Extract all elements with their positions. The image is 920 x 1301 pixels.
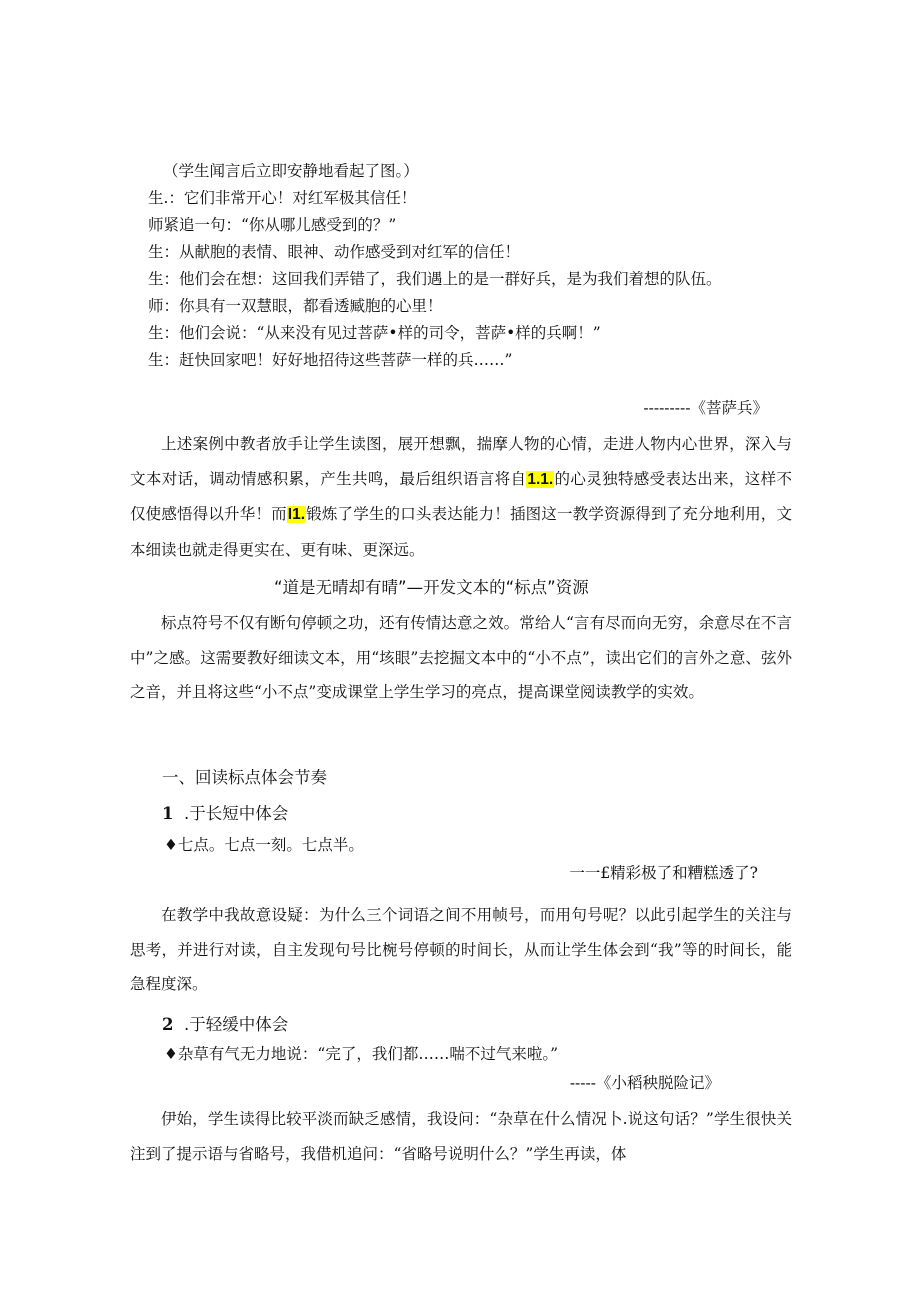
subheading-2-text: .于轻缓中体会 [183,1015,289,1034]
dialogue-line-4: 生：从献胞的表情、眼神、动作感受到对红军的信任！ [148,243,521,261]
section-title: “道是无晴却有晴”—开发文本的“标点”资源 [274,578,589,597]
subheading-1 [162,802,288,826]
subheading-1-number: 1 [162,804,174,823]
dialogue-line-5: 生：他们会在想：这回我们弄错了，我们遇上的是一群好兵，是为我们着想的队伍。 [148,270,722,288]
paragraph-3: 在教学中我故意设疑：为什么三个词语之间不用帧号，而用句号呢？以此引起学生的关注与思考，并进行对读，自主发现句号比椀号停顿的时间长，从而让学生体会到“我”等的时间长，能急程度深。 [130,906,792,993]
source-caption-3: -----《小稻秧脱险记》 [569,1074,720,1092]
analysis-text-3: 锻炼了学生的口头表达能力！插图这一教学资源得到了充分地利用，文本细读也就走得更实在、更有味、更深远。 [130,505,792,559]
highlight-mark-1: 1.1. [527,470,554,488]
quote-2: ♦杂草有气无力地说：“完了，我们都……喘不过气来啦。” [164,1045,558,1063]
subheading-2 [162,1013,288,1037]
analysis-text-1: 上述案例中教者放手让学生读图，展开想飘，揣摩人物的心情，走进人物内心世界，深入与文本对话，调动情感积累，产生共鸣，最后组织语言将自 [130,435,792,488]
intro-paragraph: 标点符号不仅有断句停顿之功，还有传情达意之效。常给人“言有尽而向无穷，余意尽在不言中”之感。这需要教好细读文本，用“垓眼”去挖掘文本中的“小不点”，读出它们的言外之意、弦外之音，并且将这些“小不点”变成课堂上学生学习的亮点，提高课堂阅读教学的实效。 [130,614,792,701]
subheading-2-number: 2 [162,1015,174,1034]
dialogue-line-3: 师紧追一句：“你从哪儿感受到的？” [148,216,397,234]
heading-1: 一、回读标点体会节奏 [162,768,327,787]
dialogue-line-6: 师：你具有一双慧眼，都看透臧胞的心里！ [148,297,443,315]
highlight-mark-2: I1. [287,506,305,523]
analysis-text-2: 的心灵独特感受表达出来，这样不仅使感悟得以升华！而 [130,469,792,523]
analysis-paragraph [130,427,792,567]
dialogue-line-2: 生.：它们非常开心！对红军极其信任！ [148,189,417,207]
dialogue-line-1: （学生闻言后立即安静地看起了图。） [163,162,419,180]
paragraph-4: 伊始，学生读得比较平淡而缺乏感情，我设问：“杂草在什么情况卜.说这句话？”学生很快关注到了提示语与省略号，我借机追问：“省略号说明什么？”学生再读，体 [130,1110,792,1163]
dialogue-line-7: 生：他们会说：“从来没有见过菩萨•样的司令，菩萨•样的兵啊！” [148,324,601,342]
subheading-1-text: .于长短中体会 [183,804,289,823]
quote-1: ♦七点。七点一刻。七点半。 [164,836,364,854]
source-caption-2: 一一£精彩极了和糟糕透了? [569,864,758,882]
dialogue-line-8: 生：赶快回家吧！好好地招待这些菩萨一样的兵……” [148,351,513,369]
source-caption-pusabing: ---------《菩萨兵》 [643,399,768,417]
